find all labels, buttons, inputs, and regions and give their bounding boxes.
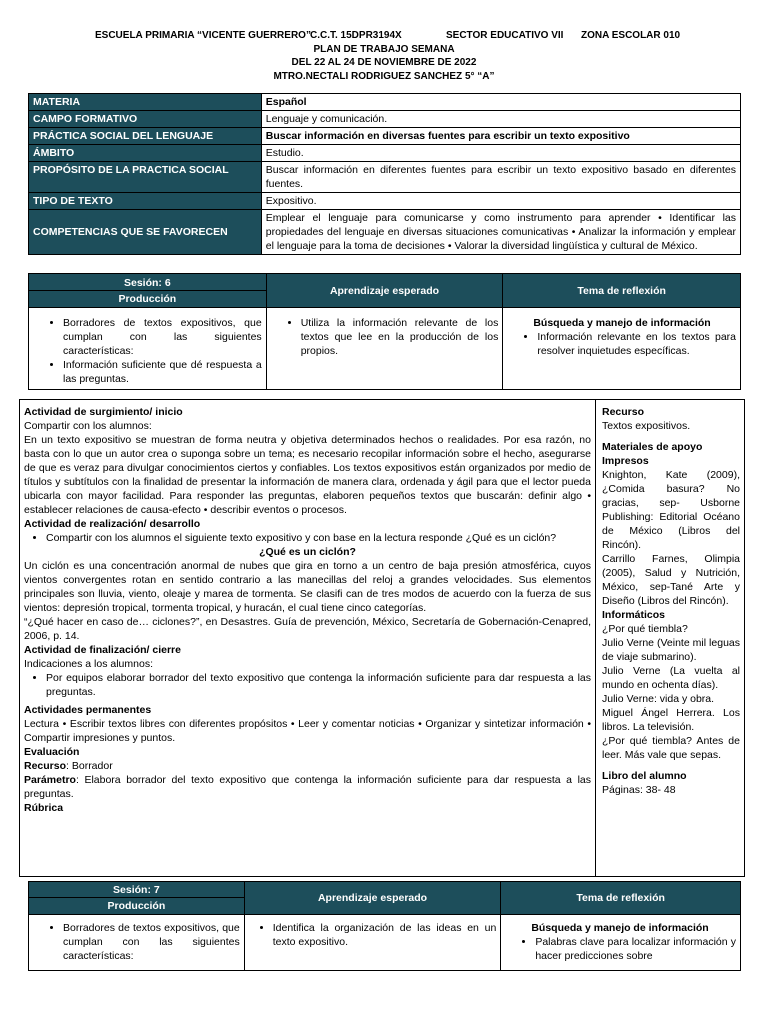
session6-learning — [266, 308, 503, 390]
school-sector: SECTOR EDUCATIVO VII — [446, 30, 564, 41]
digital-item: Julio Verne (Veinte mil leguas de viaje submarino). — [602, 637, 740, 663]
session7-header — [29, 882, 245, 915]
citation: “¿Qué hacer en caso de… ciclones?”, en Desastres. Guía de prevención, México, Secretaría de Gobernación-Cenapred, 2006, p. 14. — [24, 616, 591, 642]
session6-header — [29, 274, 267, 308]
end-item: • Por equipos elaborar borrador del texto expositivo que contenga la información suficiente para dar respuesta a las preguntas. — [46, 671, 591, 699]
school-zone: ZONA ESCOLAR 010 — [581, 30, 681, 41]
eval-param-value: : Elabora borrador del texto expositivo que contenga la información suficiente para dar respuesta a las preguntas. — [24, 774, 591, 800]
resource-text: Textos expositivos. — [602, 420, 691, 432]
end-intro: Indicaciones a los alumnos: — [24, 658, 153, 670]
session7-products — [29, 915, 245, 971]
session6-table — [28, 273, 741, 390]
session7-reflection-item: • Palabras clave para localizar información y hacer predicciones sobre — [535, 935, 736, 963]
resource-title: Recurso — [602, 406, 645, 418]
session7-subtitle: Producción — [29, 897, 244, 913]
end-title: Actividad de finalización/ cierre — [24, 644, 181, 656]
info-table — [28, 93, 741, 255]
plan-title: PLAN DE TRABAJO SEMANA — [313, 44, 455, 55]
header-row — [0, 30, 768, 42]
printed-title: Impresos — [602, 455, 649, 467]
textbook-pages: Páginas: 38- 48 — [602, 784, 676, 796]
session6-reflection — [503, 308, 741, 390]
info-label: ÁMBITO — [29, 145, 262, 162]
info-row — [29, 94, 741, 111]
activity-box — [19, 399, 745, 877]
textbook-title: Libro del alumno — [602, 770, 687, 782]
start-text: En un texto expositivo se muestran de forma neutra y objetiva determinados hechos o realidades. Por esa razón, no basta con lo que un autor crea o suponga sobre un tema; es necesario recopilar información sobre el hecho, asegurarse de que es veraz para divulgar conocimientos ciertos y confiables. Los textos expositivos están organizados por medio de títulos y subtítulos con la finalidad de presentar la información de manera clara, ordenada y ágil para que el lector pueda ubicarla con mayor facilidad. Para responder las preguntas, elaboren pequeños textos que buscarán: definir algo • establecer relaciones de causa-efecto • describir eventos o procesos. — [24, 434, 591, 516]
digital-item: Miguel Ángel Herrera. Los libros. La televisión. — [602, 707, 740, 733]
session6-learning-head: Aprendizaje esperado — [266, 274, 503, 308]
digital-item: Julio Verne (La vuelta al mundo en ochenta días). — [602, 665, 740, 691]
activities-column — [20, 400, 596, 876]
session6-product-item: • Información suficiente que dé respuesta a las preguntas. — [63, 358, 262, 386]
teacher-name: MTRO.NECTALI RODRIGUEZ SANCHEZ 5° “A” — [273, 71, 495, 82]
info-label: COMPETENCIAS QUE SE FAVORECEN — [29, 210, 262, 255]
session7-product-item: • Borradores de textos expositivos, que cumplan con las siguientes características: — [63, 921, 240, 963]
info-label: MATERIA — [29, 94, 262, 111]
digital-title: Informáticos — [602, 609, 666, 621]
digital-list — [602, 622, 740, 762]
perm-title: Actividades permanentes — [24, 704, 152, 716]
info-value: Buscar información en diferentes fuentes para escribir un texto expositivo basado en diferentes fuentes. — [261, 162, 740, 193]
start-title: Actividad de surgimiento/ inicio — [24, 406, 183, 418]
session7-title: Sesión: 7 — [113, 884, 160, 896]
info-label: TIPO DE TEXTO — [29, 193, 262, 210]
dev-title: Actividad de realización/ desarrollo — [24, 518, 201, 530]
info-row — [29, 128, 741, 145]
question-title: ¿Qué es un ciclón? — [259, 546, 356, 558]
eval-recurso-value: : Borrador — [66, 760, 113, 772]
digital-item: Julio Verne: vida y obra. — [602, 693, 715, 705]
dev-item: • Compartir con los alumnos el siguiente texto expositivo y con base en la lectura responde ¿Qué es un ciclón? — [46, 531, 591, 545]
perm-text: Lectura • Escribir textos libres con diferentes propósitos • Leer y comentar noticias • Organizar y sintetizar información • Compartir impresiones y puntos. — [24, 718, 591, 744]
info-value: Lenguaje y comunicación. — [261, 111, 740, 128]
info-value: Español — [261, 94, 740, 111]
session7-learning-item: • Identifica la organización de las ideas en un texto expositivo. — [273, 921, 497, 949]
session7-reflection — [501, 915, 741, 971]
printed-item-1: Knighton, Kate (2009), ¿Comida basura? No gracias, sep- Usborne Publishing: Editorial Océano de México (Libros del Rincón). — [602, 469, 740, 551]
session6-products — [29, 308, 267, 390]
school-name: ESCUELA PRIMARIA “VICENTE GUERRERO” — [95, 30, 311, 41]
eval-param-label: Parámetro — [24, 774, 76, 786]
info-row — [29, 111, 741, 128]
eval-recurso-label: Recurso — [24, 760, 67, 772]
eval-param — [24, 773, 591, 801]
session6-learning-item: • Utiliza la información relevante de los textos que lee en la producción de los propios. — [301, 316, 499, 358]
printed-item-2: Carrillo Farnes, Olimpia (2005), Salud y Nutrición, México, sep-Tané Arte y Diseño (Libros del Rincón). — [602, 553, 740, 607]
session7-reflection-title: Búsqueda y manejo de información — [531, 922, 709, 934]
info-row — [29, 145, 741, 162]
info-value: Estudio. — [261, 145, 740, 162]
digital-item: ¿Por qué tiembla? — [602, 623, 688, 635]
session7-reflection-head: Tema de reflexión — [501, 882, 741, 915]
session7-learning — [244, 915, 501, 971]
session6-reflection-title: Búsqueda y manejo de información — [533, 317, 711, 329]
info-label: PROPÓSITO DE LA PRACTICA SOCIAL — [29, 162, 262, 193]
plan-dates: DEL 22 AL 24 DE NOVIEMBRE DE 2022 — [291, 57, 477, 68]
session6-reflection-item: • Información relevante en los textos para resolver inquietudes específicas. — [537, 330, 736, 358]
rubric-title: Rúbrica — [24, 802, 64, 814]
info-value: Buscar información en diversas fuentes para escribir un texto expositivo — [261, 128, 740, 145]
info-value: Expositivo. — [261, 193, 740, 210]
session6-subtitle: Producción — [29, 290, 266, 306]
eval-recurso — [24, 759, 591, 773]
info-row — [29, 193, 741, 210]
start-intro: Compartir con los alumnos: — [24, 420, 152, 432]
info-value: Emplear el lenguaje para comunicarse y como instrumento para aprender • Identificar las propiedades del lenguaje en diversas situaciones comunicativas • Analizar la información y emplear el lenguaje para la toma de decisiones • Valorar la diversidad lingüística y cultural de México. — [261, 210, 740, 255]
session7-table — [28, 881, 741, 971]
session7-learning-head: Aprendizaje esperado — [244, 882, 501, 915]
materials-title: Materiales de apoyo — [602, 441, 703, 453]
info-row — [29, 162, 741, 193]
session6-product-item: • Borradores de textos expositivos, que cumplan con las siguientes características: — [63, 316, 262, 358]
cyclone-text: Un ciclón es una concentración anormal de nubes que gira en torno a un centro de baja presión atmosférica, cuyos vientos convergentes rotan en sentido contrario a las manecillas del reloj a grandes velocidades. Sus elementos principales son lluvia, viento, oleaje y marea de tormenta. Se clasifi can de tres modos de acuerdo con la fuerza de sus vientos: depresión tropical, tormenta tropical, y huracán, el cual tiene cinco categorías. — [24, 560, 591, 614]
digital-item: ¿Por qué tiembla? Antes de leer. Más vale que sepas. — [602, 735, 740, 761]
school-cct: C.C.T. 15DPR3194X — [310, 30, 402, 41]
session6-title: Sesión: 6 — [124, 276, 171, 289]
info-label: PRÁCTICA SOCIAL DEL LENGUAJE — [29, 128, 262, 145]
eval-title: Evaluación — [24, 746, 80, 758]
info-row — [29, 210, 741, 255]
info-label: CAMPO FORMATIVO — [29, 111, 262, 128]
session6-reflection-head: Tema de reflexión — [503, 274, 741, 308]
resources-column — [597, 400, 744, 876]
